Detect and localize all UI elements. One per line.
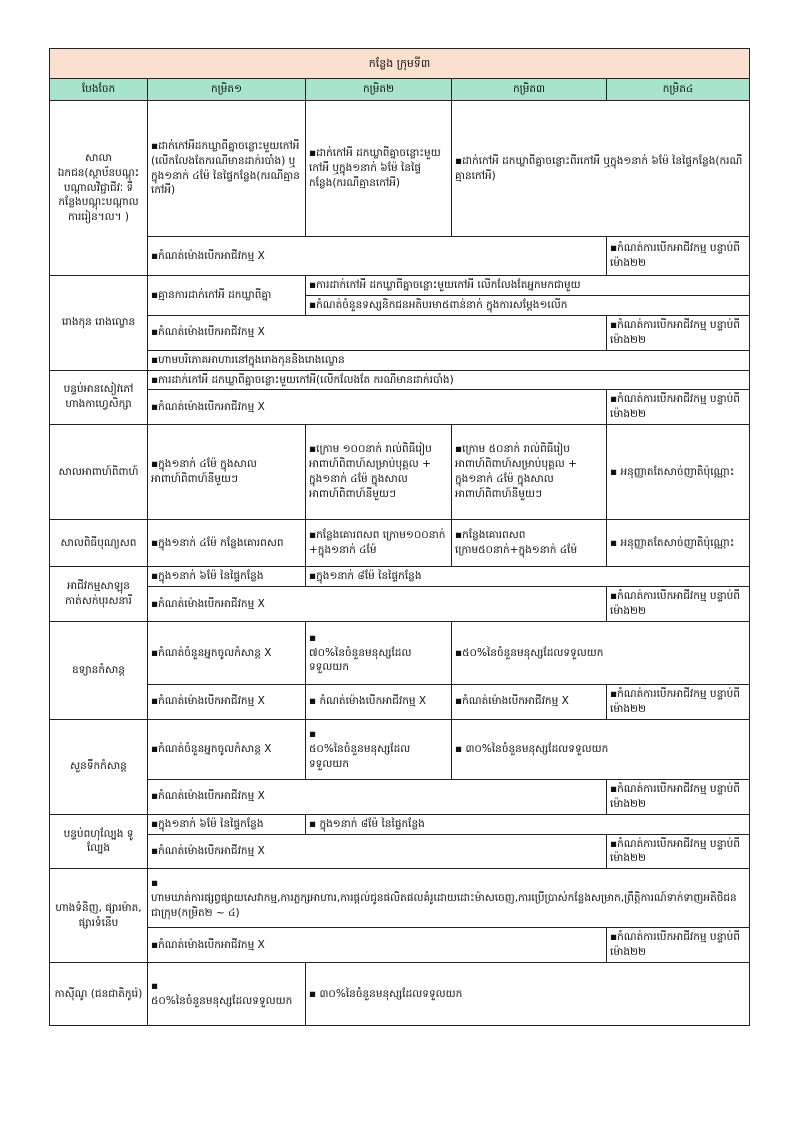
category-cell: កាស៊ីណូ (ជនជាតិកូរ៉េ) — [50, 963, 148, 1026]
level-cell — [148, 869, 750, 928]
cell-text: ៧០%នៃចំនួនមនុស្សដែលទទួលយក — [309, 646, 412, 674]
table-row — [50, 315, 750, 350]
level-cell: ▪កំណត់ម៉ោងបើកអាជីវកម្ម X — [148, 779, 607, 814]
table-row — [50, 425, 750, 520]
level-cell: ▪ដាក់កៅអី ដកឃ្លាពីគ្នាចន្លោះពីរកៅអី ឬក្នុង១នាក់ ៦ម៉ែ នៃផ្ទៃកន្លែង(ករណីគ្មានកៅអី) — [452, 101, 750, 237]
bullet-mark: ▪ — [151, 876, 159, 889]
level-cell: ▪គ្មានការដាក់កៅអី ដកឃ្លាពីគ្នា — [148, 276, 306, 316]
level-cell: ▪ ៣០%នៃចំនួនមនុស្សដែលទទួលយក — [452, 719, 750, 779]
category-cell: សួនទឹកកំសាន្ត — [50, 719, 148, 814]
category-cell: សាលអាពាហ៍ពិពាហ៍ — [50, 425, 148, 520]
level-cell: ▪ កំណត់ម៉ោងបើកអាជីវកម្ម X — [306, 684, 452, 719]
level-cell: ▪កំណត់ម៉ោងបើកអាជីវកម្ម X — [148, 390, 607, 425]
table-row — [50, 350, 750, 370]
level-cell: ▪ អនុញ្ញាតតែសាច់ញាតិប៉ុណ្ណោះ — [607, 425, 750, 520]
level-cell: ▪កន្លែងគោរពសព ក្រោម១០០នាក់ +ក្នុង១នាក់ ៤ម៉ែ — [306, 520, 452, 567]
level-cell: ▪ដាក់កៅអីដកឃ្លាពីគ្នាចន្លោះមួយកៅអី (លើកលែងតែករណីមានដាក់របាំង) ឬក្នុង១នាក់ ៤ម៉ែ នៃផ្ទៃកន្លែង(ករណីគ្មានកៅអី) — [148, 101, 306, 237]
table-row — [50, 684, 750, 719]
level-cell: ▪កំណត់ម៉ោងបើកអាជីវកម្ម X — [148, 684, 306, 719]
cell-text: ៥០%នៃចំនួនមនុស្សដែលទទួលយក — [309, 742, 411, 770]
category-cell: ហាងទំនិញ, ផ្សារម៉ាត, ផ្សារទំនើប — [50, 869, 148, 963]
level-cell: ▪កន្លែងគោរពសព ក្រោម៥០នាក់+ក្នុង១នាក់ ៤ម៉ែ — [452, 520, 607, 567]
bullet-mark: ▪ — [151, 980, 159, 993]
level-cell: ▪ ៣០%នៃចំនួនមនុស្សដែលទទួលយក — [306, 963, 750, 1026]
level-cell: ▪ក្នុង១នាក់ ៦ម៉ែ នៃផ្ទៃកន្លែង — [148, 814, 306, 834]
table-row — [50, 869, 750, 928]
level-cell: ▪ អនុញ្ញាតតែសាច់ញាតិប៉ុណ្ណោះ — [607, 520, 750, 567]
table-row — [50, 390, 750, 425]
level-cell: ▪ក្នុង១នាក់ ៤ម៉ែ កន្លែងគោរពសព — [148, 520, 306, 567]
table-row — [50, 963, 750, 1026]
level-cell: ▪កំណត់ម៉ោងបើកអាជីវកម្ម X — [148, 237, 607, 276]
level-cell: ▪កំណត់ម៉ោងបើកអាជីវកម្ម X — [148, 315, 607, 350]
category-cell: បន្ទប់ពហុល្បែង ទូល្បែង — [50, 814, 148, 869]
level-cell: ▪កំណត់ការបើកអាជីវកម្ម បន្ទាប់ពីម៉ោង២២ — [607, 779, 750, 814]
level-cell: ▪កំណត់ការបើកអាជីវកម្ម បន្ទាប់ពីម៉ោង២២ — [607, 237, 750, 276]
level-cell: ▪កំណត់ចំនួនអ្នកចូលកំសាន្ត X — [148, 621, 306, 684]
level-cell: ▪ក្នុង១នាក់ ៨ម៉ែ នៃផ្ទៃកន្លែង — [306, 567, 750, 587]
regulation-table — [49, 48, 750, 1026]
table-row — [50, 237, 750, 276]
level-cell: ▪កំណត់ការបើកអាជីវកម្ម បន្ទាប់ពីម៉ោង២២ — [607, 834, 750, 869]
category-cell: ឧទ្យានកំសាន្ត — [50, 621, 148, 719]
level-cell: ▪ការដាក់កៅអី ដកឃ្លាពីគ្នាចន្លោះមួយកៅអី លើកលែងតែអ្នកមកជាមួយ — [306, 276, 750, 296]
category-cell: អាជីវកម្មសាឡុន កាត់សក់បុរសនារី — [50, 567, 148, 622]
table-row — [50, 834, 750, 869]
level-cell — [148, 963, 306, 1026]
header-category: បែងចែក — [50, 79, 148, 101]
category-cell: សាលាឯកជន(ស្ថាប័នបណ្តុះបណ្តាលវិជ្ជាជីវៈ ទីកន្លែងបណ្តុះបណ្តាលការរៀន។ល។ ) — [50, 101, 148, 276]
table-row — [50, 370, 750, 390]
table-row — [50, 621, 750, 684]
bullet-mark: ▪ — [309, 727, 317, 740]
level-cell: ▪ដាក់កៅអី ដកឃ្លាពីគ្នាចន្លោះមួយកៅអី ឬក្នុង១នាក់ ៦ម៉ែ នៃផ្ទៃកន្លែង(ករណីគ្មានកៅអី) — [306, 101, 452, 237]
table-row — [50, 779, 750, 814]
header-level-3: កម្រិត៣ — [452, 79, 607, 101]
level-cell: ▪កំណត់ការបើកអាជីវកម្ម បន្ទាប់ពីម៉ោង២២ — [607, 390, 750, 425]
level-cell: ▪ក្រោម ៥០នាក់ រាល់ពិធីរៀបអាពាហ៍ពិពាហ៍សម្រាប់បុគ្គល + ក្នុង១នាក់ ៤ម៉ែ ក្នុងសាលអាពាហ៍ពិពាហ៍នីមួយៗ — [452, 425, 607, 520]
table-row — [50, 276, 750, 296]
table-row — [50, 101, 750, 237]
header-row — [50, 79, 750, 101]
header-level-4: កម្រិត៤ — [607, 79, 750, 101]
level-cell: ▪ក្រោម ១០០នាក់ រាល់ពិធីរៀបអាពាហ៍ពិពាហ៍សម្រាប់បុគ្គល + ក្នុង១នាក់ ៤ម៉ែ ក្នុងសាលអាពាហ៍ពិពាហ៍នីមួយៗ — [306, 425, 452, 520]
level-cell: ▪ការដាក់កៅអី ដកឃ្លាពីគ្នាចន្លោះមួយកៅអី(លើកលែងតែ ករណីមានដាក់របាំង) — [148, 370, 750, 390]
table-row — [50, 814, 750, 834]
level-cell: ▪៥០%នៃចំនួនមនុស្សដែលទទួលយក — [452, 621, 750, 684]
level-cell — [306, 719, 452, 779]
table-row — [50, 719, 750, 779]
category-cell: បន្ទប់អានសៀវភៅ ហាងកាហ្វេសិក្សា — [50, 370, 148, 425]
level-cell: ▪កំណត់ម៉ោងបើកអាជីវកម្ម X — [148, 834, 607, 869]
level-cell: ▪កំណត់ការបើកអាជីវកម្ម បន្ទាប់ពីម៉ោង២២ — [607, 928, 750, 963]
category-cell: រោងកុន រោងល្ខោន — [50, 276, 148, 371]
table-row — [50, 520, 750, 567]
bullet-mark: ▪ — [309, 631, 317, 644]
level-cell: ▪កំណត់ម៉ោងបើកអាជីវកម្ម X — [452, 684, 607, 719]
table-row — [50, 587, 750, 622]
level-cell: ▪ក្នុង១នាក់ ៤ម៉ែ ក្នុងសាលអាពាហ៍ពិពាហ៍នីមួយៗ — [148, 425, 306, 520]
regulation-table-wrapper — [49, 48, 749, 1026]
cell-text: ៥០%នៃចំនួនមនុស្សដែលទទួលយក — [151, 995, 293, 1008]
table-title: កន្លែង ក្រុមទី៣ — [50, 49, 750, 79]
table-row — [50, 567, 750, 587]
level-cell — [306, 621, 452, 684]
level-cell: ▪កំណត់ការបើកអាជីវកម្ម បន្ទាប់ពីម៉ោង២២ — [607, 587, 750, 622]
header-level-1: កម្រិត១ — [148, 79, 306, 101]
level-cell: ▪កំណត់ចំនួនទស្សនិកជនអតិបរមា៥ពាន់នាក់ ក្នុងការសម្តែង១លើក — [306, 295, 750, 315]
table-title-row — [50, 49, 750, 79]
category-cell: សាលពិធីបុណ្យសព — [50, 520, 148, 567]
level-cell: ▪កំណត់ម៉ោងបើកអាជីវកម្ម X — [148, 928, 607, 963]
level-cell: ▪កំណត់ការបើកអាជីវកម្ម បន្ទាប់ពីម៉ោង២២ — [607, 315, 750, 350]
level-cell: ▪កំណត់ការបើកអាជីវកម្ម បន្ទាប់ពីម៉ោង២២ — [607, 684, 750, 719]
level-cell: ▪ ក្នុង១នាក់ ៨ម៉ែ នៃផ្ទៃកន្លែង — [306, 814, 750, 834]
cell-text: ហាមឃាត់ការផ្សព្វផ្សាយសេវាកម្ម,ការភ្លក្សអាហារ,ការផ្តល់ជូនផលិតផលគំរូដោយដោះម៉ាសចេញ,ការប្រើប្រាស់កន្លែងសម្រាក,ព្រឹត្តិការណ៍ទាក់ទាញអតិថិជនជាក្រុម(កម្រិត២ ~ ៤) — [151, 891, 737, 919]
level-cell: ▪ហាមបរិភោគអាហារនៅក្នុងរោងកុននិងរោងល្ខោន — [148, 350, 750, 370]
level-cell: ▪កំណត់ចំនួនអ្នកចូលកំសាន្ត X — [148, 719, 306, 779]
table-row — [50, 928, 750, 963]
level-cell: ▪ក្នុង១នាក់ ៦ម៉ែ នៃផ្ទៃកន្លែង — [148, 567, 306, 587]
level-cell: ▪កំណត់ម៉ោងបើកអាជីវកម្ម X — [148, 587, 607, 622]
header-level-2: កម្រិត២ — [306, 79, 452, 101]
